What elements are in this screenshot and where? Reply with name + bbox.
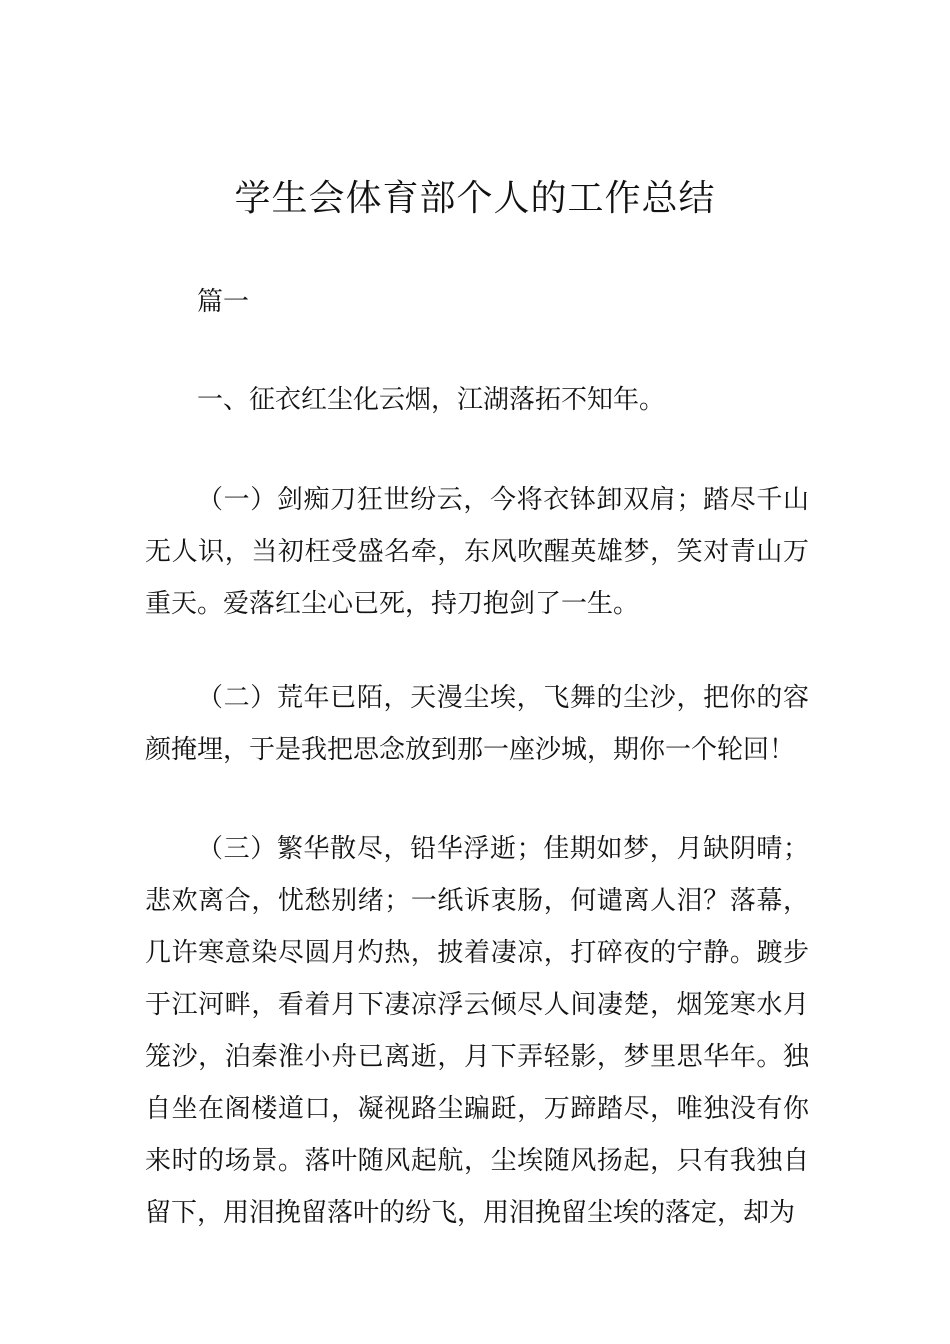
document-title: 学生会体育部个人的工作总结 <box>234 178 716 219</box>
paragraph-2: （二）荒年已陌，天漫尘埃，飞舞的尘沙，把你的容颜掩埋，于是我把思念放到那一座沙城，期你一个轮回！ <box>145 683 809 765</box>
section-heading: 一、征衣红尘化云烟，江湖落拓不知年。 <box>197 385 666 415</box>
section-label: 篇一 <box>197 287 250 317</box>
paragraph-3: （三）繁华散尽，铅华浮逝；佳期如梦，月缺阴晴；悲欢离合，忧愁别绪；一纸诉衷肠，何谴离人泪？落幕，几许寒意染尽圆月灼热，披着凄凉，打碎夜的宁静。踱步于江河畔，看着月下凄凉浮云倾尽人间凄楚，烟笼寒水月笼沙，泊秦淮小舟已离逝，月下弄轻影，梦里思华年。独自坐在阁楼道口，凝视路尘蹁跹，万蹄踏尽，唯独没有你来时的场景。落叶随风起航，尘埃随风扬起，只有我独自留下，用泪挽留落叶的纷飞，用泪挽留尘埃的落定，却为 <box>145 834 809 1228</box>
paragraph-1: （一）剑痴刀狂世纷云，今将衣钵卸双肩；踏尽千山无人识，当初枉受盛名牵，东风吹醒英雄梦，笑对青山万重天。爱落红尘心已死，持刀抱剑了一生。 <box>145 485 809 619</box>
